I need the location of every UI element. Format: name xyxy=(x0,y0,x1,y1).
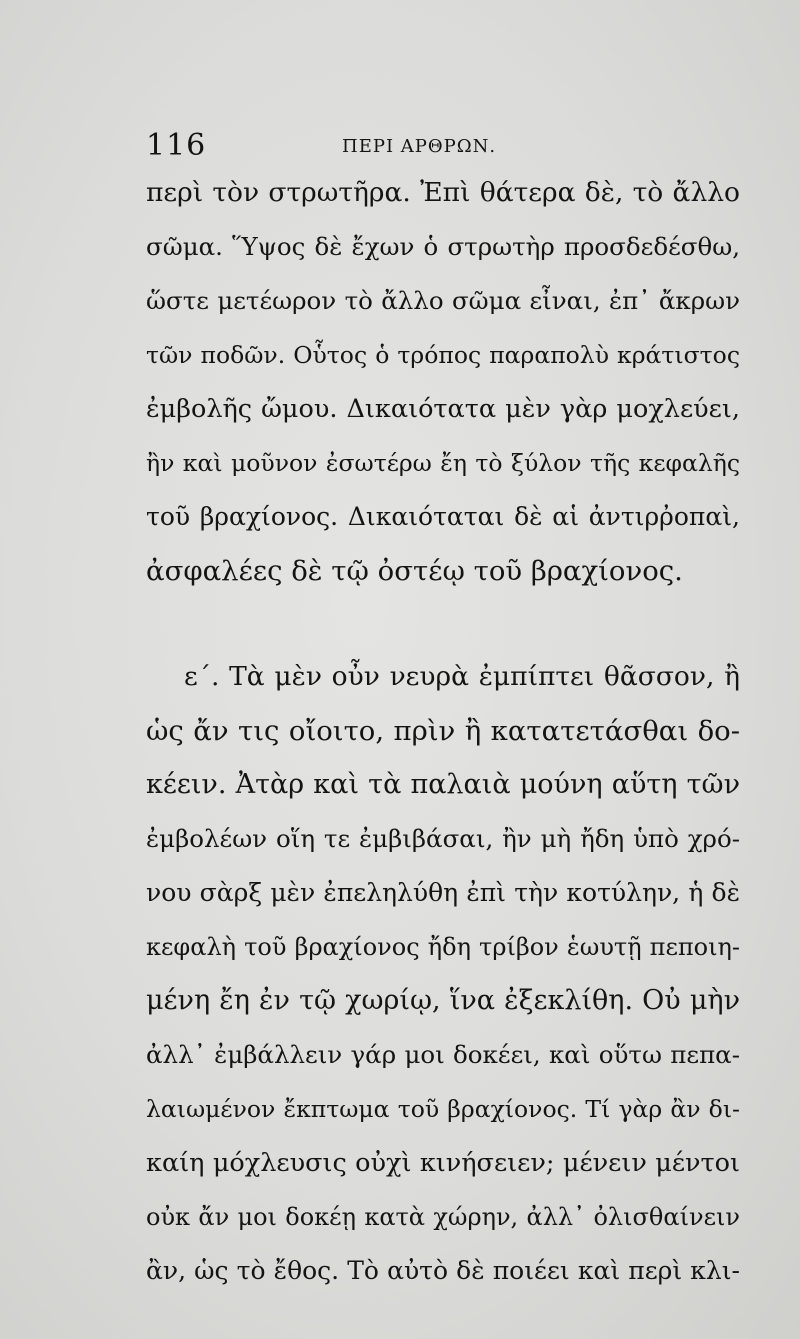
text-line: ἢν καὶ μοῦνον ἐσωτέρω ἔη τὸ ξύλον τῆς κεφαλῆς xyxy=(146,449,740,477)
paragraph xyxy=(146,166,740,598)
text-line: ὡς ἄν τις οἴοιτο, πρὶν ἢ κατατετάσθαι δο- xyxy=(146,715,740,747)
text-line: ἂν, ὡς τὸ ἔθος. Τὸ αὐτὸ δὲ ποιέει καὶ περὶ κλι- xyxy=(146,1256,740,1285)
text-line: κεφαλὴ τοῦ βραχίονος ἤδη τρίβον ἑωυτῇ πεποιη- xyxy=(146,933,740,961)
text-line: νου σὰρξ μὲν ἐπεληλύθη ἐπὶ τὴν κοτύλην, ἡ δὲ xyxy=(146,878,740,907)
text-line: κέειν. Ἀτὰρ καὶ τὰ παλαιὰ μούνη αὕτη τῶν xyxy=(146,769,740,800)
page-number: 116 xyxy=(146,128,207,163)
text-line: τοῦ βραχίονος. Δικαιόταται δὲ αἱ ἀντιρῤοπαὶ, xyxy=(146,502,740,531)
text-line: ἀσφαλέες δὲ τῷ ὀστέῳ τοῦ βραχίονος. xyxy=(146,555,683,587)
page-header xyxy=(146,128,746,162)
text-line: οὐκ ἄν μοι δοκέῃ κατὰ χώρην, ἀλλ᾽ ὀλισθαίνειν xyxy=(146,1203,740,1231)
text-line: ἐμβολέων οἵη τε ἐμβιβάσαι, ἢν μὴ ἤδη ὑπὸ χρό- xyxy=(146,824,740,853)
text-line: ε΄. Τὰ μὲν οὖν νευρὰ ἐμπίπτει θᾶσσον, ἢ xyxy=(184,661,740,692)
text-line: σῶμα. Ὕψος δὲ ἔχων ὁ στρωτὴρ προσδεδέσθω, xyxy=(146,232,740,261)
text-line: τῶν ποδῶν. Οὗτος ὁ τρόπος παραπολὺ κράτιστος xyxy=(146,341,740,369)
text-line: λαιωμένον ἔκπτωμα τοῦ βραχίονος. Τί γὰρ ἂν δι- xyxy=(146,1095,740,1123)
text-line: καίη μόχλευσις οὐχὶ κινήσειεν; μένειν μέντοι xyxy=(146,1148,740,1178)
body-text xyxy=(146,166,740,1298)
text-line: ἐμβολῆς ὤμου. Δικαιότατα μὲν γὰρ μοχλεύει, xyxy=(146,394,740,424)
paragraph-gap xyxy=(146,598,740,650)
text-line: περὶ τὸν στρωτῆρα. Ἐπὶ θάτερα δὲ, τὸ ἄλλο xyxy=(146,177,740,208)
text-line: μένη ἔη ἐν τῷ χωρίῳ, ἵνα ἐξεκλίθη. Οὐ μὴν xyxy=(146,985,740,1016)
text-line: ἀλλ᾽ ἐμβάλλειν γάρ μοι δοκέει, καὶ οὕτω πεπα- xyxy=(146,1040,740,1069)
running-title: ΠΕΡΙ ΑΡΘΡΩΝ. xyxy=(342,136,497,157)
paragraph xyxy=(146,650,740,1298)
text-line: ὥστε μετέωρον τὸ ἄλλο σῶμα εἶναι, ἐπ᾽ ἄκρων xyxy=(146,286,740,315)
